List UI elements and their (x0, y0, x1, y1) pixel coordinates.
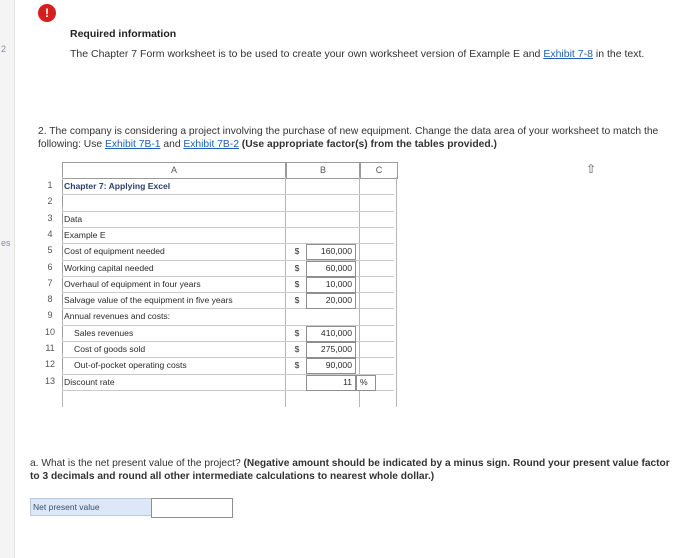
margin-number: 2 (1, 44, 7, 54)
mouse-cursor-icon: ⇧ (586, 162, 597, 176)
cell-b-value: 275,000 (320, 344, 352, 354)
cell-b-value: 90,000 (325, 360, 352, 371)
row-number: 2 (38, 196, 63, 206)
column-header-c: C (360, 162, 398, 179)
dollar-sign: $ (294, 246, 300, 257)
cell-b-value: 410,000 (320, 327, 352, 338)
row-number: 13 (38, 376, 63, 386)
exhibit-7-8-link[interactable]: Exhibit 7-8 (543, 48, 593, 60)
cell-b-value: 60,000 (325, 262, 352, 273)
row-number: 6 (38, 262, 63, 272)
cell-a: Cost of equipment needed (64, 246, 165, 257)
npv-input[interactable] (151, 498, 233, 518)
row-number: 1 (38, 180, 63, 190)
row-number: 10 (38, 327, 63, 337)
required-info-text: The Chapter 7 Form worksheet is to be used to create your own worksheet version of Example E and Exhibit 7-8 in the text. (70, 48, 645, 60)
cell-b-value: 11 (343, 376, 352, 387)
row-number: 4 (38, 229, 63, 239)
alert-icon: ! (38, 4, 56, 22)
grid-line (396, 177, 397, 407)
cell-a: Sales revenues (74, 327, 134, 338)
row-number: 12 (38, 359, 63, 369)
row-number: 3 (38, 213, 63, 223)
cell-c-value: % (360, 376, 368, 387)
question-2: 2. The company is considering a project involving the purchase of new equipment. Change the data area of your worksheet to match the following: Use Exhibit 7B-1 and Exhibit 7B-2 (Use appropriate factor(s) from the tables provided.) (38, 126, 659, 150)
grid-line (62, 211, 394, 212)
worksheet (38, 162, 398, 392)
row-number: 7 (38, 278, 63, 288)
required-info-title: Required information (70, 28, 177, 40)
npv-label: Net present value (30, 498, 154, 516)
margin-text: es (1, 238, 11, 248)
row-number: 11 (38, 343, 63, 353)
cell-b-value: 20,000 (325, 295, 352, 306)
cell-b-value: 160,000 (320, 246, 352, 257)
row-number: 8 (38, 294, 63, 304)
dollar-sign: $ (294, 278, 300, 289)
cell-a: Discount rate (64, 376, 115, 387)
row-number: 9 (38, 310, 63, 320)
cell-a: Data (64, 213, 83, 224)
question-a: a. What is the net present value of the project? (Negative amount should be indicated by a minus sign. Round your present value factor to 3 decimals and round all other intermediate calculations to nearest whole dollar.) (30, 458, 670, 482)
dollar-sign: $ (294, 327, 300, 338)
column-header-a: A (62, 162, 286, 179)
exhibit-7b-1-link[interactable]: Exhibit 7B-1 (104, 138, 161, 150)
dollar-sign: $ (294, 360, 300, 371)
cell-a: Chapter 7: Applying Excel (64, 181, 171, 191)
cell-a: Salvage value of the equipment in five years (64, 295, 233, 306)
exhibit-7b-2-link[interactable]: Exhibit 7B-2 (183, 138, 239, 150)
column-header-b: B (286, 162, 360, 179)
cell-a: Cost of goods sold (74, 344, 146, 354)
cell-b-value: 10,000 (325, 278, 352, 289)
cell-a: Overhaul of equipment in four years (64, 278, 201, 289)
cell-a: Example E (64, 229, 106, 240)
left-margin-strip (0, 0, 15, 558)
cell-a: Out-of-pocket operating costs (74, 360, 187, 371)
dollar-sign: $ (294, 295, 300, 306)
grid-line (62, 227, 394, 228)
dollar-sign: $ (294, 262, 300, 273)
grid-line (62, 194, 394, 195)
cell-a: Working capital needed (64, 262, 154, 273)
row-number: 5 (38, 245, 63, 255)
cell-a: Annual revenues and costs: (64, 311, 171, 322)
dollar-sign: $ (294, 344, 300, 354)
